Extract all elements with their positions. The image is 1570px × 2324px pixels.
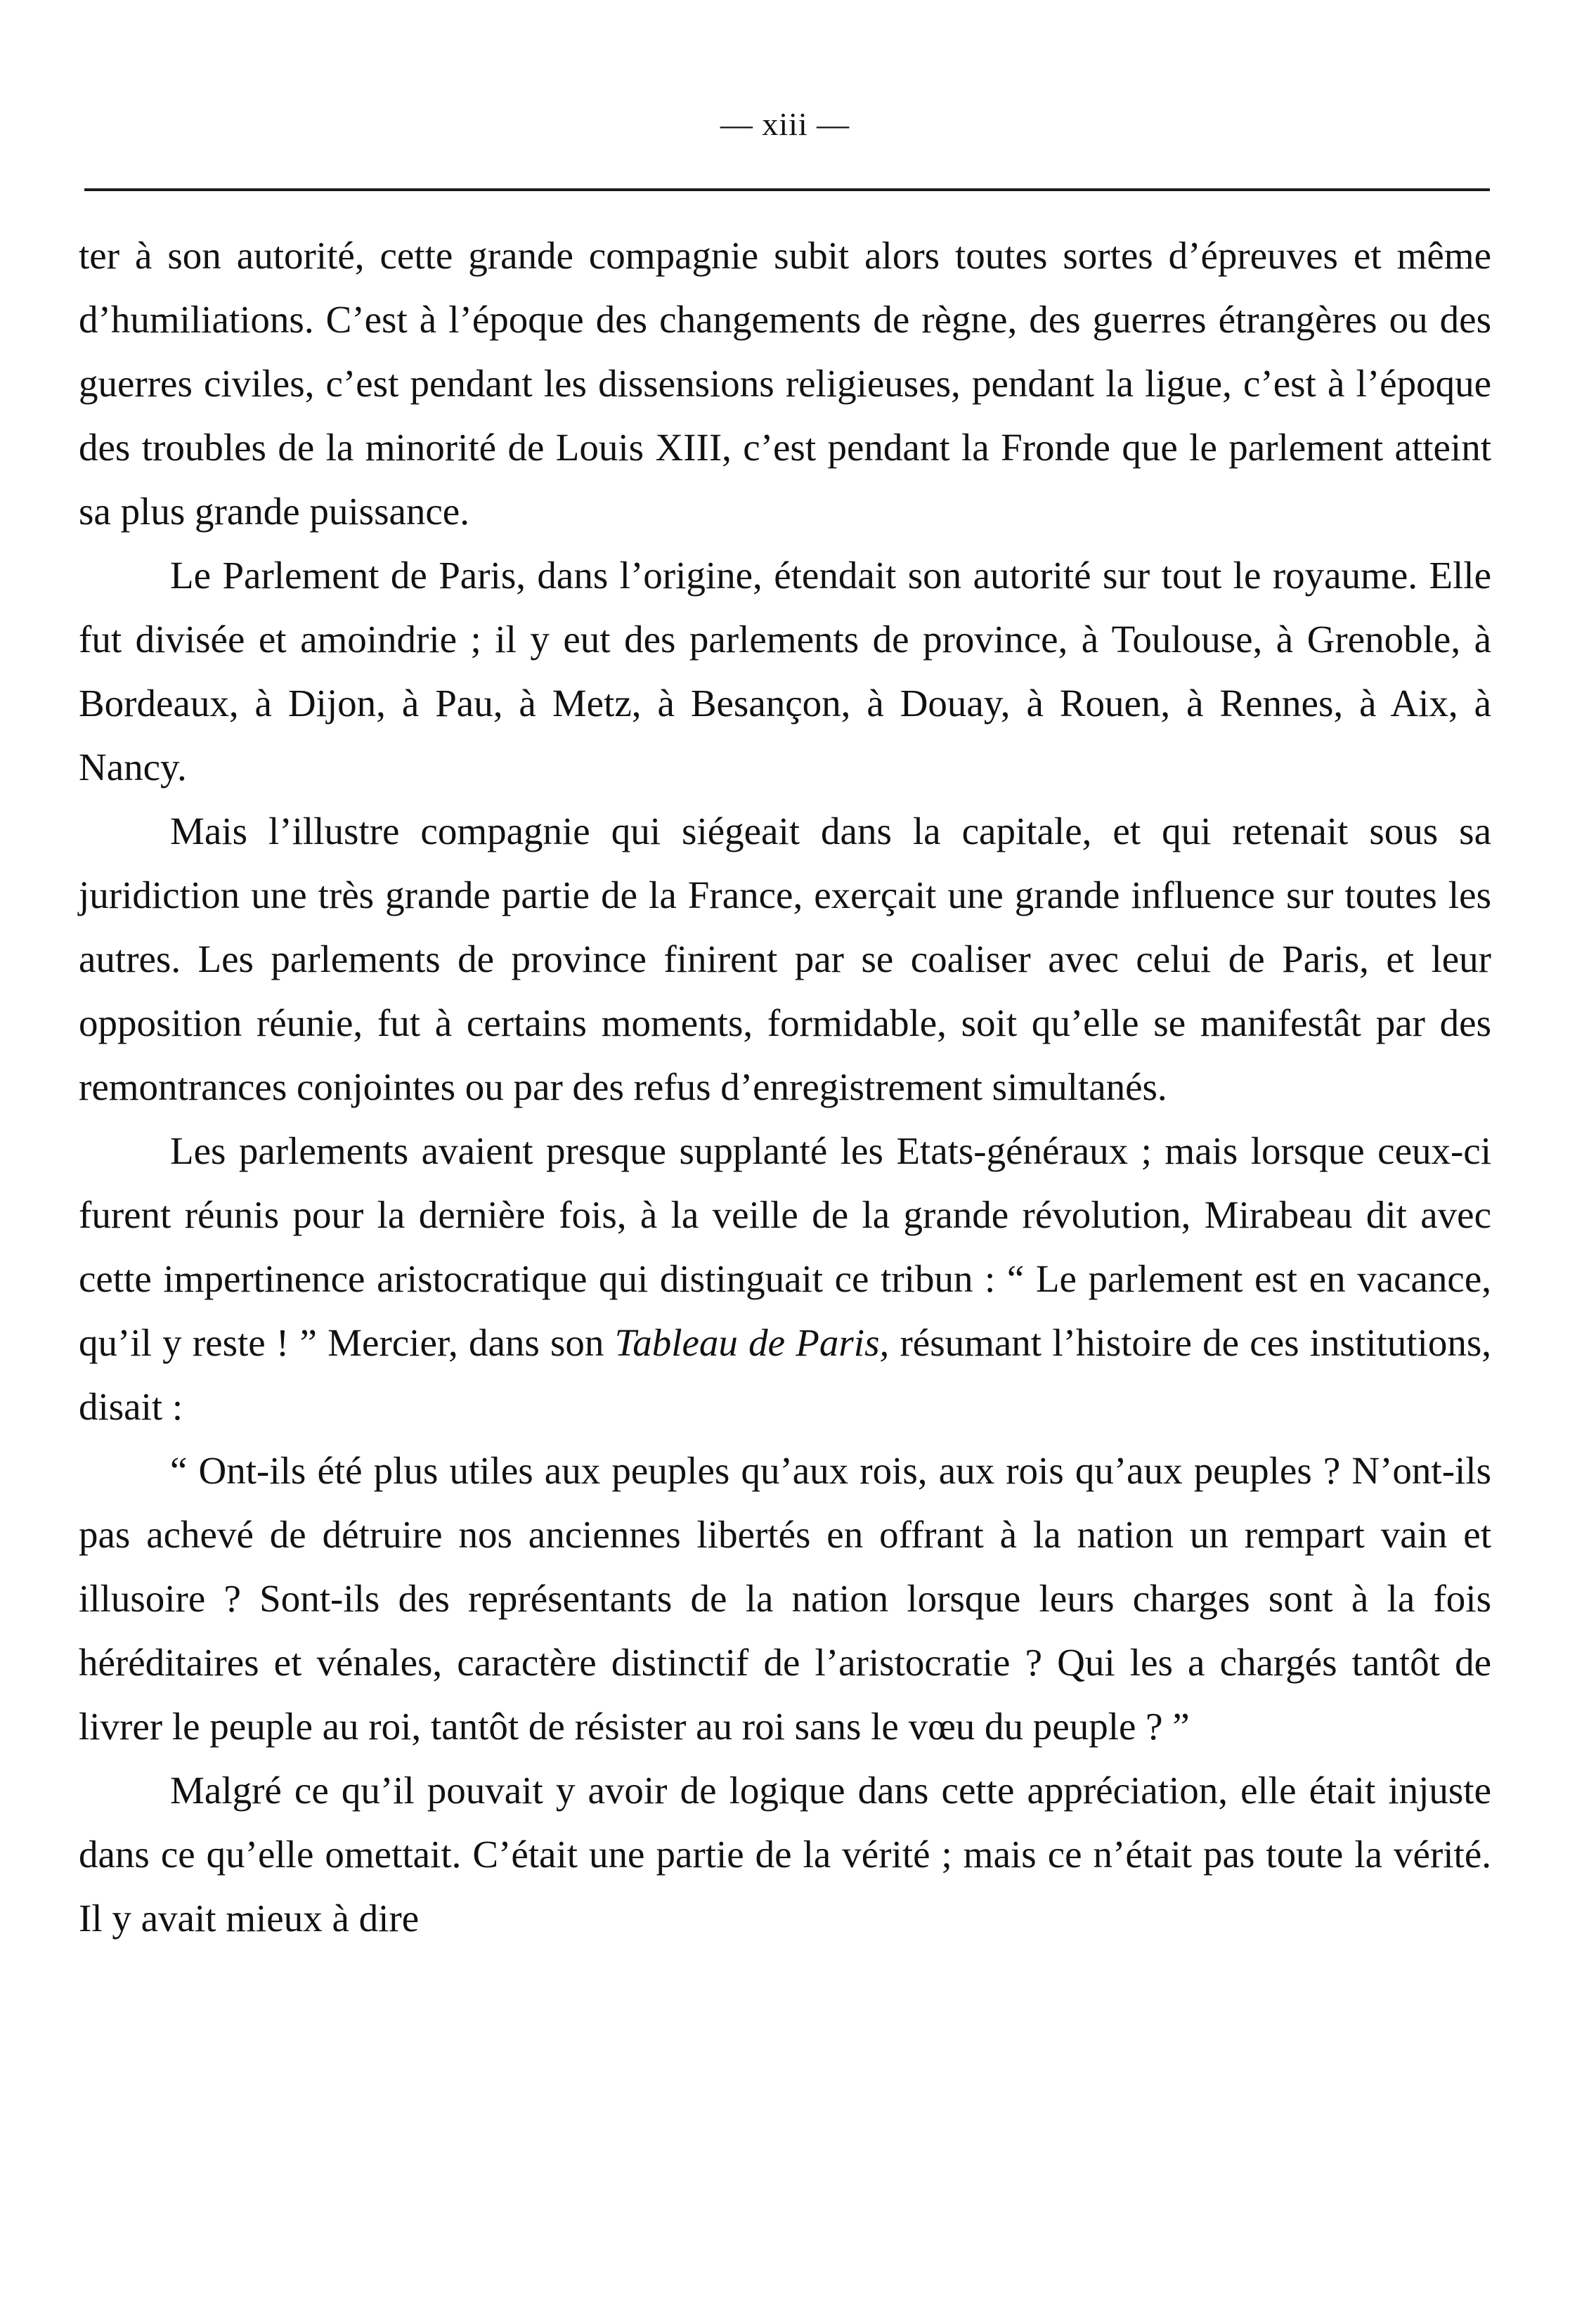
paragraph-illustre-compagnie: Mais l’illustre compagnie qui siégeait dans la capitale, et qui retenait sous sa juridiction une très grande partie de la France, exerçait une grande influence sur toutes les autres. Les parlements de province finirent par se coaliser avec celui de Paris, et leur opposition réunie, fut à certains moments, formidable, soit qu’elle se manifestât par des remontrances conjointes ou par des refus d’enregistrement simultanés. [79, 810, 1491, 1108]
paragraph-text: résumant l’histoire de ces institutions, disait : [79, 1321, 1491, 1428]
book-title: Tableau de Paris, [614, 1321, 890, 1364]
body-text [79, 223, 1491, 1950]
paragraph-quotation-mercier: “ Ont-ils été plus utiles aux peuples qu’aux rois, aux rois qu’aux peuples ? N’ont-ils pas achevé de détruire nos anciennes libertés en offrant à la nation un rempart vain et illusoire ? Sont-ils des représentants de la nation lorsque leurs charges sont à la fois héréditaires et vénales, caractère distinctif de l’aristocratie ? Qui les a chargés tantôt de livrer le peuple au roi, tantôt de résister au roi sans le vœu du peuple ? ” [79, 1449, 1491, 1748]
paragraph-etats-generaux [79, 1119, 1491, 1439]
paragraph-parlement-puissance: ter à son autorité, cette grande compagnie subit alors toutes sortes d’épreuves et même d’humiliations. C’est à l’époque des changements de règne, des guerres étrangères ou des guerres civiles, c’est pendant les dissensions religieuses, pendant la ligue, c’est à l’époque des troubles de la minorité de Louis XIII, c’est pendant la Fronde que le parlement atteint sa plus grande puissance. [79, 234, 1491, 533]
paragraph-parlement-de-paris: Le Parlement de Paris, dans l’origine, étendait son autorité sur tout le royaume. Elle fut divisée et amoindrie ; il y eut des parlements de province, à Toulouse, à Grenoble, à Bordeaux, à Dijon, à Pau, à Metz, à Besançon, à Douay, à Rouen, à Rennes, à Aix, à Nancy. [79, 554, 1491, 788]
paragraph-malgre: Malgré ce qu’il pouvait y avoir de logique dans cette appréciation, elle était injuste dans ce qu’elle omettait. C’était une partie de la vérité ; mais ce n’était pas toute la vérité. Il y avait mieux à dire [79, 1769, 1491, 1940]
paragraph-text: Les parlements avaient presque supplanté les Etats-généraux ; mais lorsque ceux-ci furent réunis pour la dernière fois, à la veille de la grande révolution, Mirabeau dit avec cette impertinence aristocratique qui distinguait ce tribun : “ Le parlement est en vacance, qu’il y reste ! ” Mercier, dans son [79, 1129, 1491, 1364]
header-rule [84, 188, 1490, 191]
page-number: — xiii — [720, 106, 850, 142]
